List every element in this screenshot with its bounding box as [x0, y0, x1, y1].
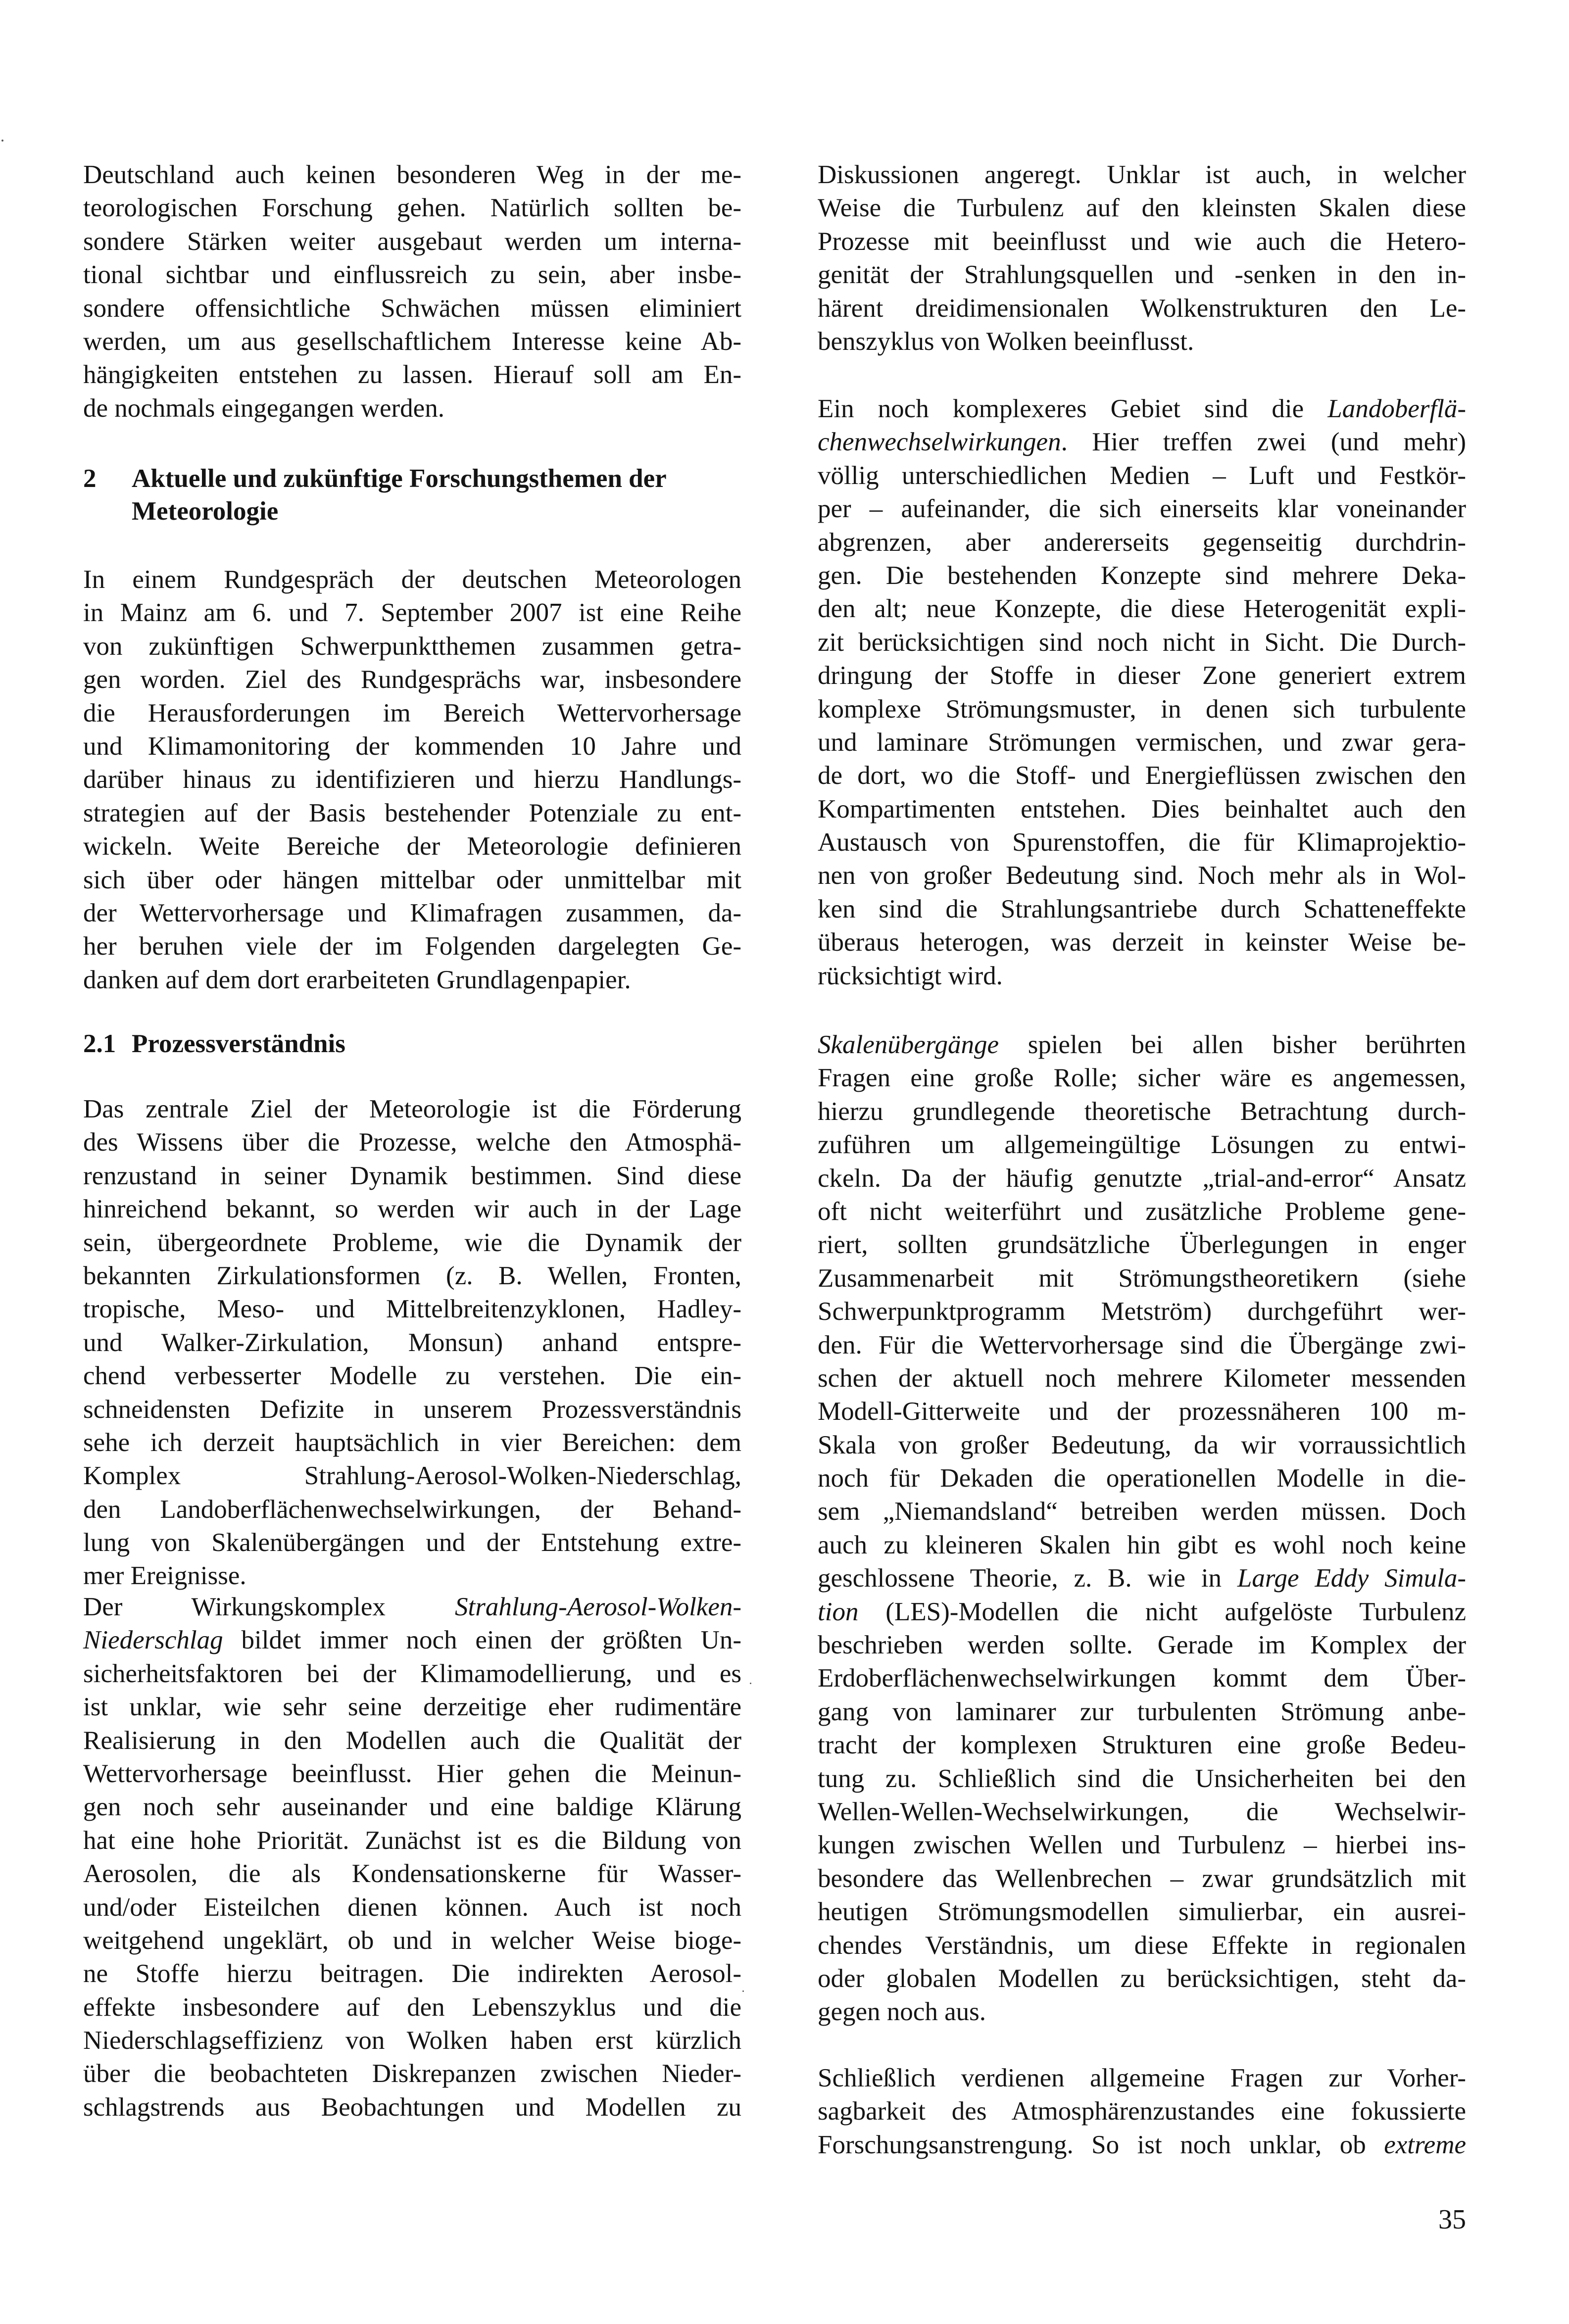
text-line: [818, 793, 1466, 826]
text-segment: bildet immer noch einen der größten Un-: [223, 1626, 741, 1655]
text-segment: gegen noch aus.: [818, 1997, 986, 2027]
text-line: [818, 1162, 1466, 1195]
text-segment: zit berücksichtigen sind noch nicht in Sicht. Die Durch-: [818, 628, 1466, 657]
text-line: [83, 964, 741, 997]
text-segment: hinreichend bekannt, so werden wir auch in der Lage: [83, 1195, 741, 1224]
text-segment: den Landoberflächenwechselwirkungen, der Behand-: [83, 1495, 741, 1524]
text-segment: renzustand in seiner Dynamik bestimmen. Sind diese: [83, 1161, 741, 1190]
text-line: [83, 1791, 741, 1824]
text-segment: sondere offensichtliche Schwächen müssen eliminiert: [83, 293, 741, 323]
text-segment: noch für Dekaden die operationellen Modelle in die-: [818, 1464, 1466, 1493]
scan-speck: [1, 140, 3, 142]
text-line: [818, 2095, 1466, 2128]
text-line: [818, 1895, 1466, 1929]
section-number: 2.1: [83, 1029, 116, 1058]
text-line: [818, 726, 1466, 759]
text-line: [83, 1924, 741, 1957]
section-title-line: Prozessverständnis: [132, 1029, 345, 1058]
text-segment: bekannten Zirkulationsformen (z. B. Wellen, Fronten,: [83, 1261, 741, 1290]
text-segment: tung zu. Schließlich sind die Unsicherheiten bei den: [818, 1764, 1466, 1793]
text-line: [818, 926, 1466, 959]
text-line: [818, 258, 1466, 291]
text-segment: oft nicht weiterführt und zusätzliche Probleme gene-: [818, 1197, 1466, 1226]
text-line: [818, 1495, 1466, 1528]
paragraph: [83, 1093, 741, 1593]
paragraph: [818, 1028, 1466, 2029]
text-segment: auch zu kleineren Skalen hin gibt es wohl noch keine: [818, 1530, 1466, 1559]
text-line: [818, 960, 1466, 993]
text-line: [83, 2091, 741, 2124]
italic-text: extreme: [1384, 2130, 1466, 2159]
text-segment: Der Wirkungskomplex: [83, 1593, 455, 1621]
text-line: [818, 559, 1466, 592]
text-line: [83, 864, 741, 897]
text-line: [83, 596, 741, 629]
text-line: [818, 1395, 1466, 1428]
text-segment: effekte insbesondere auf den Lebenszyklus und die: [83, 1992, 741, 2022]
italic-text: Large Eddy Simula-: [1237, 1564, 1466, 1593]
text-line: [83, 697, 741, 730]
text-line: [83, 1393, 741, 1426]
text-segment: oder globalen Modellen zu berücksichtigen, steht da-: [818, 1964, 1466, 1993]
text-segment: lung von Skalenübergängen und der Entstehung extre-: [83, 1528, 741, 1557]
text-line: [83, 1193, 741, 1226]
text-segment: gen. Die bestehenden Konzepte sind mehrere Deka-: [818, 561, 1466, 590]
text-segment: rücksichtigt wird.: [818, 961, 1003, 990]
text-line: [818, 1762, 1466, 1795]
text-line: [83, 1526, 741, 1559]
text-segment: darüber hinaus zu identifizieren und hierzu Handlungs-: [83, 765, 741, 794]
text-segment: Prozesse mit beeinflusst und wie auch die Hetero-: [818, 227, 1466, 256]
text-segment: die Herausforderungen im Bereich Wettervorhersage: [83, 698, 741, 727]
paragraph: [83, 1591, 741, 2124]
text-line: [83, 563, 741, 596]
text-segment: und Walker-Zirkulation, Monsun) anhand entspre-: [83, 1328, 741, 1357]
text-line: [83, 325, 741, 358]
text-segment: beschrieben werden sollte. Gerade im Komplex der: [818, 1631, 1466, 1660]
text-segment: kungen zwischen Wellen und Turbulenz – hierbei ins-: [818, 1831, 1466, 1860]
text-segment: und laminare Strömungen vermischen, und zwar gera-: [818, 727, 1466, 757]
text-segment: riert, sollten grundsätzliche Überlegungen in enger: [818, 1230, 1466, 1259]
text-line: [83, 1226, 741, 1259]
paragraph: [818, 2062, 1466, 2162]
text-line: [83, 1757, 741, 1791]
text-segment: werden, um aus gesellschaftlichem Interesse keine Ab-: [83, 327, 741, 356]
text-line: [818, 1662, 1466, 1695]
italic-text: Niederschlag: [83, 1626, 223, 1655]
text-segment: Austausch von Spurenstoffen, die für Klimaprojektio-: [818, 828, 1466, 857]
text-segment: spielen bei allen bisher berührten: [998, 1030, 1466, 1059]
text-line: [818, 225, 1466, 258]
text-line: [83, 225, 741, 258]
text-line: [818, 1062, 1466, 1095]
text-line: [818, 492, 1466, 526]
text-line: [83, 1824, 741, 1857]
text-segment: benszyklus von Wolken beeinflusst.: [818, 327, 1194, 356]
text-segment: völlig unterschiedlichen Medien – Luft und Festkör-: [818, 461, 1466, 490]
text-segment: Deutschland auch keinen besonderen Weg in der me-: [83, 160, 741, 189]
text-segment: weitgehend ungeklärt, ob und in welcher Weise bioge-: [83, 1926, 741, 1955]
text-segment: Diskussionen angeregt. Unklar ist auch, in welcher: [818, 160, 1466, 189]
text-segment: zuführen um allgemeingültige Lösungen zu entwi-: [818, 1130, 1466, 1160]
text-segment: Erdoberflächenwechselwirkungen kommt dem Über-: [818, 1664, 1466, 1693]
text-segment: über die beobachteten Diskrepanzen zwischen Nieder-: [83, 2059, 741, 2088]
section-number: 2: [83, 464, 97, 493]
text-segment: strategien auf der Basis bestehender Potenziale zu ent-: [83, 798, 741, 827]
text-line: [83, 1126, 741, 1159]
text-segment: des Wissens über die Prozesse, welche den Atmosphä-: [83, 1128, 741, 1157]
paragraph: [83, 563, 741, 997]
text-line: [818, 1929, 1466, 1962]
text-line: [818, 859, 1466, 892]
text-segment: ne Stoffe hierzu beitragen. Die indirekten Aerosol-: [83, 1959, 741, 1988]
text-line: [818, 1228, 1466, 1261]
text-segment: tropische, Meso- und Mittelbreitenzyklonen, Hadley-: [83, 1295, 741, 1324]
text-segment: schneidensten Defizite in unserem Prozessverständnis: [83, 1395, 741, 1424]
text-line: [818, 1596, 1466, 1629]
text-line: [83, 1293, 741, 1326]
text-line: [818, 1095, 1466, 1128]
text-line: [818, 1962, 1466, 1995]
text-segment: Realisierung in den Modellen auch die Qualität der: [83, 1726, 741, 1755]
text-segment: tional sichtbar und einflussreich zu sein, aber insbe-: [83, 260, 741, 290]
text-line: [83, 897, 741, 930]
text-line: [818, 1329, 1466, 1362]
italic-text: chenwechselwirkungen: [818, 428, 1061, 457]
text-line: [818, 1462, 1466, 1495]
text-line: [83, 1359, 741, 1393]
paragraph: [83, 158, 741, 425]
text-segment: her beruhen viele der im Folgenden dargelegten Ge-: [83, 932, 741, 961]
text-line: [83, 392, 741, 425]
text-line: [83, 1624, 741, 1657]
text-segment: gen noch sehr auseinander und eine baldige Klärung: [83, 1792, 741, 1822]
paragraph: [818, 392, 1466, 993]
text-segment: teorologischen Forschung gehen. Natürlich sollten be-: [83, 194, 741, 223]
text-segment: gen worden. Ziel des Rundgesprächs war, insbesondere: [83, 665, 741, 694]
text-line: [818, 893, 1466, 926]
text-line: [83, 1691, 741, 1724]
text-line: [818, 426, 1466, 459]
text-line: [818, 292, 1466, 325]
text-line: [83, 2024, 741, 2057]
text-segment: dringung der Stoffe in dieser Zone generiert extrem: [818, 661, 1466, 690]
text-segment: in Mainz am 6. und 7. September 2007 ist eine Reihe: [83, 598, 741, 628]
text-segment: gang von laminarer zur turbulenten Strömung anbe-: [818, 1697, 1466, 1726]
text-line: [83, 830, 741, 863]
text-segment: Skala von großer Bedeutung, da wir vorraussichtlich: [818, 1430, 1466, 1459]
italic-text: Landoberflä-: [1327, 394, 1466, 423]
text-line: [83, 663, 741, 696]
text-segment: härent dreidimensionalen Wolkenstrukturen den Le-: [818, 293, 1466, 323]
text-segment: Schließlich verdienen allgemeine Fragen zur Vorher-: [818, 2064, 1466, 2092]
text-line: [818, 693, 1466, 726]
text-line: [83, 258, 741, 291]
text-segment: wickeln. Weite Bereiche der Meteorologie definieren: [83, 832, 741, 861]
section-heading-2-1: [83, 1027, 741, 1062]
text-line: [83, 930, 741, 963]
text-line: [83, 797, 741, 830]
text-line: [818, 2062, 1466, 2095]
text-line: [818, 2129, 1466, 2162]
section-title-line: Meteorologie: [132, 497, 279, 526]
text-segment: danken auf dem dort erarbeiteten Grundlagenpapier.: [83, 965, 631, 994]
text-segment: abgrenzen, aber andererseits gegenseitig durchdrin-: [818, 528, 1466, 557]
text-line: [818, 1829, 1466, 1862]
text-segment: sehe ich derzeit hauptsächlich in vier Bereichen: dem: [83, 1428, 741, 1457]
text-line: [818, 1529, 1466, 1562]
text-segment: Aerosolen, die als Kondensationskerne für Wasser-: [83, 1859, 741, 1888]
text-segment: Wettervorhersage beeinflusst. Hier gehen die Meinun-: [83, 1759, 741, 1788]
italic-text: tion: [818, 1597, 859, 1626]
text-line: [83, 158, 741, 192]
text-line: [818, 392, 1466, 426]
text-line: [818, 1695, 1466, 1729]
text-segment: mer Ereignisse.: [83, 1561, 246, 1591]
text-segment: der Wettervorhersage und Klimafragen zusammen, da-: [83, 898, 741, 927]
text-segment: Kompartimenten entstehen. Dies beinhaltet auch den: [818, 794, 1466, 823]
text-line: [818, 626, 1466, 659]
text-segment: den. Für die Wettervorhersage sind die Übergänge zwi-: [818, 1330, 1466, 1359]
text-line: [818, 325, 1466, 358]
text-line: [83, 1957, 741, 1990]
text-segment: Niederschlagseffizienz von Wolken haben erst kürzlich: [83, 2026, 741, 2055]
text-segment: und/oder Eisteilchen dienen können. Auch ist noch: [83, 1892, 741, 1922]
text-line: [83, 1326, 741, 1359]
text-segment: besondere das Wellenbrechen – zwar grundsätzlich mit: [818, 1864, 1466, 1893]
text-line: [83, 630, 741, 663]
text-line: [83, 1591, 741, 1624]
text-segment: Forschungsanstrengung. So ist noch unklar, ob: [818, 2130, 1384, 2159]
text-line: [818, 1128, 1466, 1162]
italic-text: Strahlung-Aerosol-Wolken-: [455, 1593, 741, 1621]
scan-speck: [742, 1990, 744, 1992]
text-segment: sondere Stärken weiter ausgebaut werden um interna-: [83, 227, 741, 256]
text-segment: de nochmals eingegangen werden.: [83, 393, 444, 423]
text-line: [83, 1426, 741, 1459]
text-segment: sagbarkeit des Atmosphärenzustandes eine fokussierte: [818, 2097, 1466, 2126]
text-line: [818, 1028, 1466, 1062]
text-segment: Komplex Strahlung-Aerosol-Wolken-Niederschlag,: [83, 1461, 741, 1491]
text-segment: sich über oder hängen mittelbar oder unmittelbar mit: [83, 865, 741, 894]
text-line: [818, 1195, 1466, 1228]
text-line: [818, 158, 1466, 192]
section-title-line: Aktuelle und zukünftige Forschungsthemen der: [132, 464, 667, 493]
text-line: [818, 1795, 1466, 1829]
text-line: [818, 659, 1466, 692]
text-line: [818, 1562, 1466, 1595]
text-line: [83, 1891, 741, 1924]
text-line: [83, 730, 741, 763]
text-segment: Ein noch komplexeres Gebiet sind die: [818, 394, 1328, 423]
text-segment: überaus heterogen, was derzeit in keinster Weise be-: [818, 928, 1466, 957]
text-segment: per – aufeinander, die sich einerseits klar voneinander: [818, 494, 1466, 524]
scan-speck: [750, 1683, 751, 1684]
text-line: [818, 1862, 1466, 1895]
text-segment: von zukünftigen Schwerpunktthemen zusammen getra-: [83, 631, 741, 661]
text-segment: genität der Strahlungsquellen und -senken in den in-: [818, 260, 1466, 290]
section-title: [132, 1027, 740, 1060]
text-line: [83, 1093, 741, 1126]
text-line: [83, 1493, 741, 1526]
text-line: [818, 826, 1466, 859]
text-line: [83, 763, 741, 796]
text-line: [818, 1995, 1466, 2029]
text-segment: heutigen Strömungsmodellen simulierbar, ein ausrei-: [818, 1897, 1466, 1927]
text-segment: Fragen eine große Rolle; sicher wäre es angemessen,: [818, 1064, 1466, 1093]
text-segment: Modell-Gitterweite und der prozessnäheren 100 m-: [818, 1397, 1466, 1426]
text-line: [818, 526, 1466, 559]
text-line: [83, 1259, 741, 1293]
text-segment: komplexe Strömungsmuster, in denen sich turbulente: [818, 694, 1466, 724]
text-line: [83, 1160, 741, 1193]
text-segment: chendes Verständnis, um diese Effekte in regionalen: [818, 1931, 1466, 1960]
text-line: [818, 1429, 1466, 1462]
text-segment: sicherheitsfaktoren bei der Klimamodellierung, und es: [83, 1659, 741, 1688]
text-line: [83, 1857, 741, 1890]
text-line: [83, 1657, 741, 1691]
text-segment: und Klimamonitoring der kommenden 10 Jahre und: [83, 731, 741, 761]
text-segment: ckeln. Da der häufig genutzte „trial-and-error“ Ansatz: [818, 1163, 1466, 1193]
text-segment: sein, übergeordnete Probleme, wie die Dynamik der: [83, 1228, 741, 1257]
section-heading-2: [83, 462, 741, 532]
text-line: [83, 1459, 741, 1493]
text-line: [83, 1991, 741, 2024]
text-line: [818, 1262, 1466, 1295]
paragraph: [818, 158, 1466, 358]
text-line: [83, 1559, 741, 1593]
page-number: 35: [1438, 2204, 1466, 2235]
text-line: [818, 1729, 1466, 1762]
text-line: [818, 592, 1466, 626]
text-line: [818, 1629, 1466, 1662]
text-line: [818, 459, 1466, 492]
text-line: [818, 1295, 1466, 1328]
text-line: [83, 1724, 741, 1757]
text-segment: den alt; neue Konzepte, die diese Heterogenität expli-: [818, 594, 1466, 624]
text-segment: tracht der komplexen Strukturen eine große Bedeu-: [818, 1731, 1466, 1760]
text-segment: nen von großer Bedeutung sind. Noch mehr als in Wol-: [818, 861, 1466, 890]
text-segment: schlagstrends aus Beobachtungen und Modellen zu: [83, 2092, 741, 2122]
text-segment: geschlossene Theorie, z. B. wie in: [818, 1564, 1237, 1593]
text-segment: schen der aktuell noch mehrere Kilometer messenden: [818, 1363, 1466, 1393]
text-line: [83, 192, 741, 225]
text-segment: . Hier treffen zwei (und mehr): [1061, 428, 1466, 457]
text-line: [83, 2057, 741, 2090]
text-line: [83, 292, 741, 325]
text-segment: ken sind die Strahlungsantriebe durch Schatteneffekte: [818, 894, 1466, 923]
text-line: [818, 1362, 1466, 1395]
text-line: [83, 358, 741, 391]
text-segment: Weise die Turbulenz auf den kleinsten Skalen diese: [818, 194, 1466, 223]
text-segment: hängigkeiten entstehen zu lassen. Hierauf soll am En-: [83, 360, 741, 389]
text-segment: chend verbesserter Modelle zu verstehen. Die ein-: [83, 1361, 741, 1391]
text-segment: Wellen-Wellen-Wechselwirkungen, die Wechselwir-: [818, 1797, 1466, 1826]
text-line: [818, 759, 1466, 792]
italic-text: Skalenübergänge: [818, 1030, 999, 1059]
text-segment: Schwerpunktprogramm Metström) durchgeführt wer-: [818, 1297, 1466, 1326]
text-segment: sem „Niemandsland“ betreiben werden müssen. Doch: [818, 1497, 1466, 1526]
text-segment: hat eine hohe Priorität. Zunächst ist es die Bildung von: [83, 1826, 741, 1855]
text-segment: In einem Rundgespräch der deutschen Meteorologen: [83, 565, 741, 594]
text-segment: Das zentrale Ziel der Meteorologie ist die Förderung: [83, 1095, 741, 1123]
text-segment: Zusammenarbeit mit Strömungstheoretikern (siehe: [818, 1263, 1466, 1293]
text-segment: de dort, wo die Stoff- und Energieflüssen zwischen den: [818, 761, 1466, 790]
text-segment: hierzu grundlegende theoretische Betrachtung durch-: [818, 1097, 1466, 1126]
text-segment: ist unklar, wie sehr seine derzeitige eher rudimentäre: [83, 1693, 741, 1722]
text-line: [818, 192, 1466, 225]
section-title: [132, 462, 740, 528]
text-segment: (LES)-Modellen die nicht aufgelöste Turbulenz: [858, 1597, 1466, 1626]
